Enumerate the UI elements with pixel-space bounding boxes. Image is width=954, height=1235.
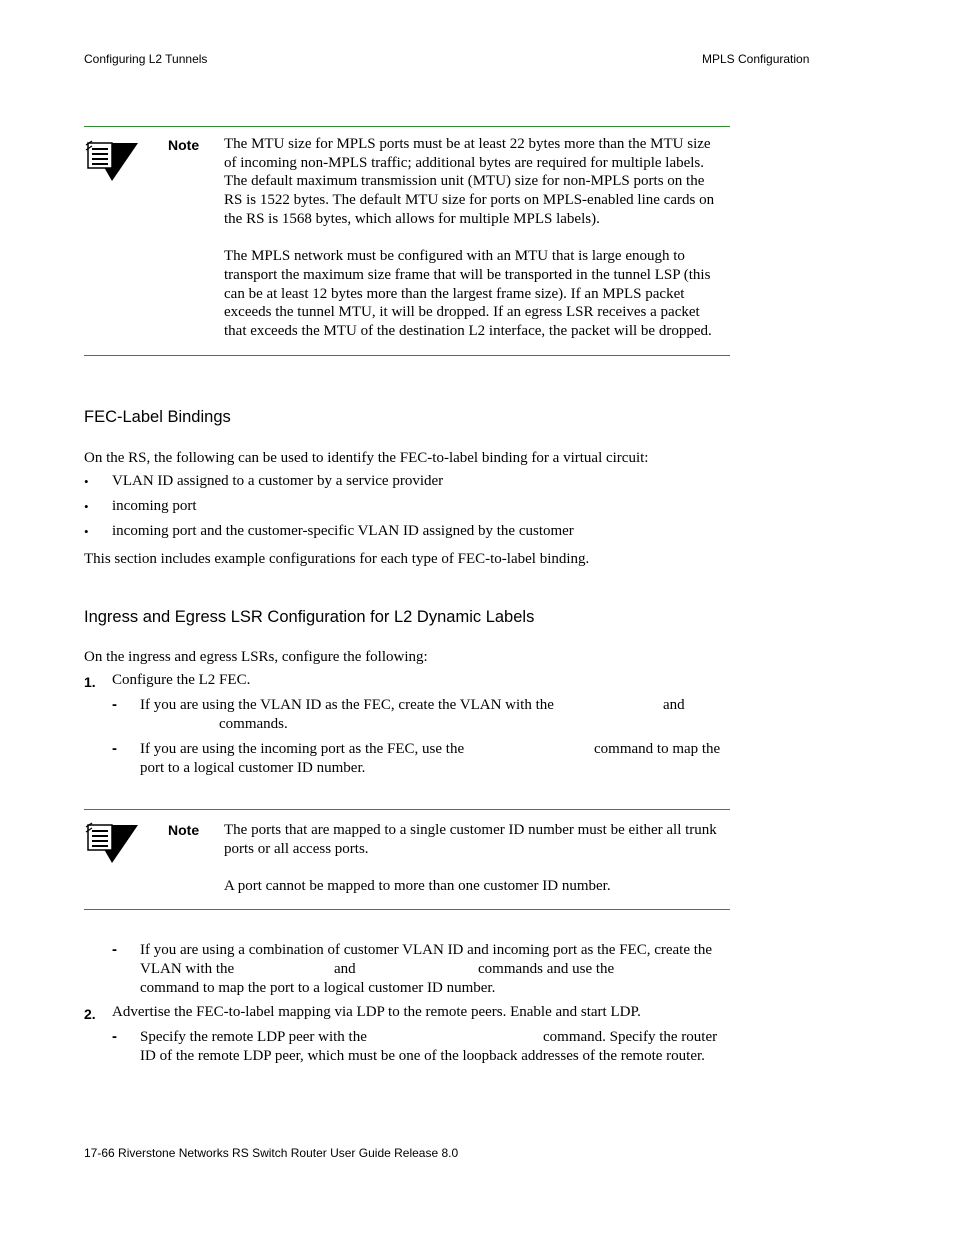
note-line: can be at least 12 bytes more than the largest frame size). If an MPLS packet [224,285,685,302]
bullet-glyph: • [84,524,89,539]
section-heading: Ingress and Egress LSR Configuration for L2 Dynamic Labels [84,608,535,626]
note-top-rule [84,809,730,810]
step-text: Configure the L2 FEC. [112,672,251,688]
bullet-glyph: • [84,499,89,514]
paragraph: On the ingress and egress LSRs, configure the following: [84,649,428,665]
note-line: RS is 1522 bytes. The default MTU size for ports on MPLS-enabled line cards on [224,192,715,209]
note-line: The MTU size for MPLS ports must be at least 22 bytes more than the MTU size [224,136,711,152]
bullet-glyph: • [84,474,89,489]
step-text: Advertise the FEC-to-label mapping via LDP to the remote peers. Enable and start LDP. [112,1004,641,1020]
note-icon [84,138,140,182]
note-line: The ports that are mapped to a single customer ID number must be either all trunk [224,822,717,838]
step-number: 1. [84,674,96,690]
substep-text: If you are using the incoming port as the FEC, use the [140,741,465,757]
note-top-rule [84,126,730,127]
note-bottom-rule [84,355,730,356]
substep-text: command to map the [594,741,721,757]
note-line: exceeds the tunnel MTU, it will be dropped. If an egress LSR receives a packet [224,304,700,321]
paragraph: This section includes example configurations for each type of FEC-to-label binding. [84,551,590,567]
note-line: that exceeds the MTU of the destination L2 interface, the packet will be dropped. [224,323,712,340]
note-line: A port cannot be mapped to more than one customer ID number. [224,878,611,895]
dash-marker: - [112,1028,117,1045]
substep-text: VLAN with the [140,961,235,977]
note-line: transport the maximum size frame that will be transported in the tunnel LSP (this [224,266,711,283]
note-body [224,821,730,896]
note-label: Note [168,822,200,838]
substep-text: and [334,961,356,977]
note-icon [84,820,140,864]
substep-text: ID of the remote LDP peer, which must be one of the loopback addresses of the remote router. [140,1048,705,1064]
note-line: the RS is 1568 bytes, which allows for multiple MPLS labels). [224,210,600,227]
note-bottom-rule [84,909,730,910]
note-body [224,135,730,341]
list-item: VLAN ID assigned to a customer by a service provider [112,473,444,489]
dash-marker: - [112,941,117,958]
step-number: 2. [84,1006,96,1022]
running-header-right: MPLS Configuration [702,52,810,66]
substep-text: and [663,697,685,713]
dash-marker: - [112,696,117,713]
note-line: of incoming non-MPLS traffic; additional bytes are required for multiple labels. [224,154,705,171]
note-label: Note [168,137,200,153]
note-line: ports or all access ports. [224,840,369,857]
note-line: The MPLS network must be configured with an MTU that is large enough to [224,248,685,265]
substep-text: port to a logical customer ID number. [140,760,366,776]
substep-text: If you are using the VLAN ID as the FEC, create the VLAN with the [140,697,554,713]
paragraph: On the RS, the following can be used to identify the FEC-to-label binding for a virtual circuit: [84,450,649,466]
substep-text: command. Specify the router [543,1029,718,1045]
list-item: incoming port and the customer-specific VLAN ID assigned by the customer [112,523,574,539]
running-header-left: Configuring L2 Tunnels [84,52,208,66]
substep-text: If you are using a combination of customer VLAN ID and incoming port as the FEC, create the [140,942,713,958]
substep-text: commands and use the [478,961,615,977]
dash-marker: - [112,740,117,757]
substep-text: commands. [219,716,288,732]
substep-text: Specify the remote LDP peer with the [140,1029,367,1045]
section-heading: FEC-Label Bindings [84,408,231,426]
note-line: The default maximum transmission unit (MTU) size for non-MPLS ports on the [224,173,705,190]
list-item: incoming port [112,498,197,514]
page-footer: 17-66 Riverstone Networks RS Switch Router User Guide Release 8.0 [84,1146,459,1160]
substep-text: command to map the port to a logical customer ID number. [140,980,496,996]
